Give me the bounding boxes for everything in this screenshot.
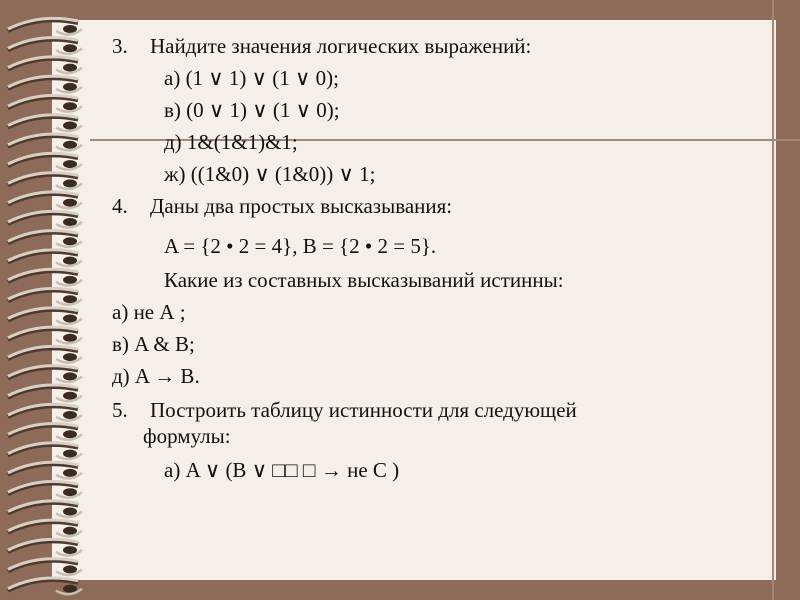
task-4-c: д) A → B. — [112, 364, 200, 388]
task-3-d: ж) ((1&0) ∨ (1&0)) ∨ 1; — [164, 162, 376, 186]
binding-ring — [8, 424, 82, 440]
task-4 — [112, 194, 452, 218]
binding-ring — [8, 385, 82, 401]
task-5-text: Построить таблицу истинности для следующей — [150, 398, 577, 422]
binding-ring — [8, 134, 82, 150]
task-5-a: а) A ∨ (B ∨ □□ □ → не С ) — [164, 458, 400, 482]
task-4-number: 4. — [112, 194, 128, 218]
task-3-text: Найдите значения логических выражений: — [150, 34, 532, 58]
task-3 — [112, 34, 531, 58]
binding-ring — [8, 18, 82, 34]
binding-ring — [8, 76, 82, 92]
task-4-b: в) A & B; — [112, 332, 195, 356]
spiral-binding — [0, 0, 100, 600]
task-5 — [112, 398, 577, 422]
binding-ring — [8, 57, 82, 73]
binding-ring — [8, 501, 82, 517]
binding-ring — [8, 308, 82, 324]
binding-ring — [8, 153, 82, 169]
task-3-a: а) (1 ∨ 1) ∨ (1 ∨ 0); — [164, 66, 339, 90]
binding-ring — [8, 578, 82, 594]
task-4-text: Даны два простых высказывания: — [150, 194, 453, 218]
task-4-a: а) не А ; — [112, 300, 186, 324]
binding-ring — [8, 559, 82, 575]
task-3-c: д) 1&(1&1)&1; — [164, 130, 298, 154]
binding-ring — [8, 269, 82, 285]
task-4-statements: A = {2 • 2 = 4}, B = {2 • 2 = 5}. — [164, 234, 437, 258]
binding-ring — [8, 462, 82, 478]
task-5-number: 5. — [112, 398, 128, 422]
task-5-text-cont: формулы: — [143, 424, 231, 448]
binding-ring — [8, 366, 82, 382]
task-3-number: 3. — [112, 34, 128, 58]
binding-ring — [8, 346, 82, 362]
binding-ring — [8, 404, 82, 420]
binding-ring — [8, 539, 82, 555]
binding-ring — [8, 289, 82, 305]
binding-ring — [8, 96, 82, 112]
ruled-line-vertical — [772, 0, 774, 600]
binding-ring — [8, 192, 82, 208]
binding-ring — [8, 38, 82, 54]
binding-ring — [8, 211, 82, 227]
binding-ring — [8, 231, 82, 247]
binding-ring — [8, 443, 82, 459]
binding-ring — [8, 482, 82, 498]
binding-ring — [8, 115, 82, 131]
binding-ring — [8, 327, 82, 343]
binding-ring — [8, 173, 82, 189]
task-4-question: Какие из составных высказываний истинны: — [164, 268, 564, 292]
binding-ring — [8, 520, 82, 536]
task-3-b: в) (0 ∨ 1) ∨ (1 ∨ 0); — [164, 98, 340, 122]
binding-ring — [8, 250, 82, 266]
